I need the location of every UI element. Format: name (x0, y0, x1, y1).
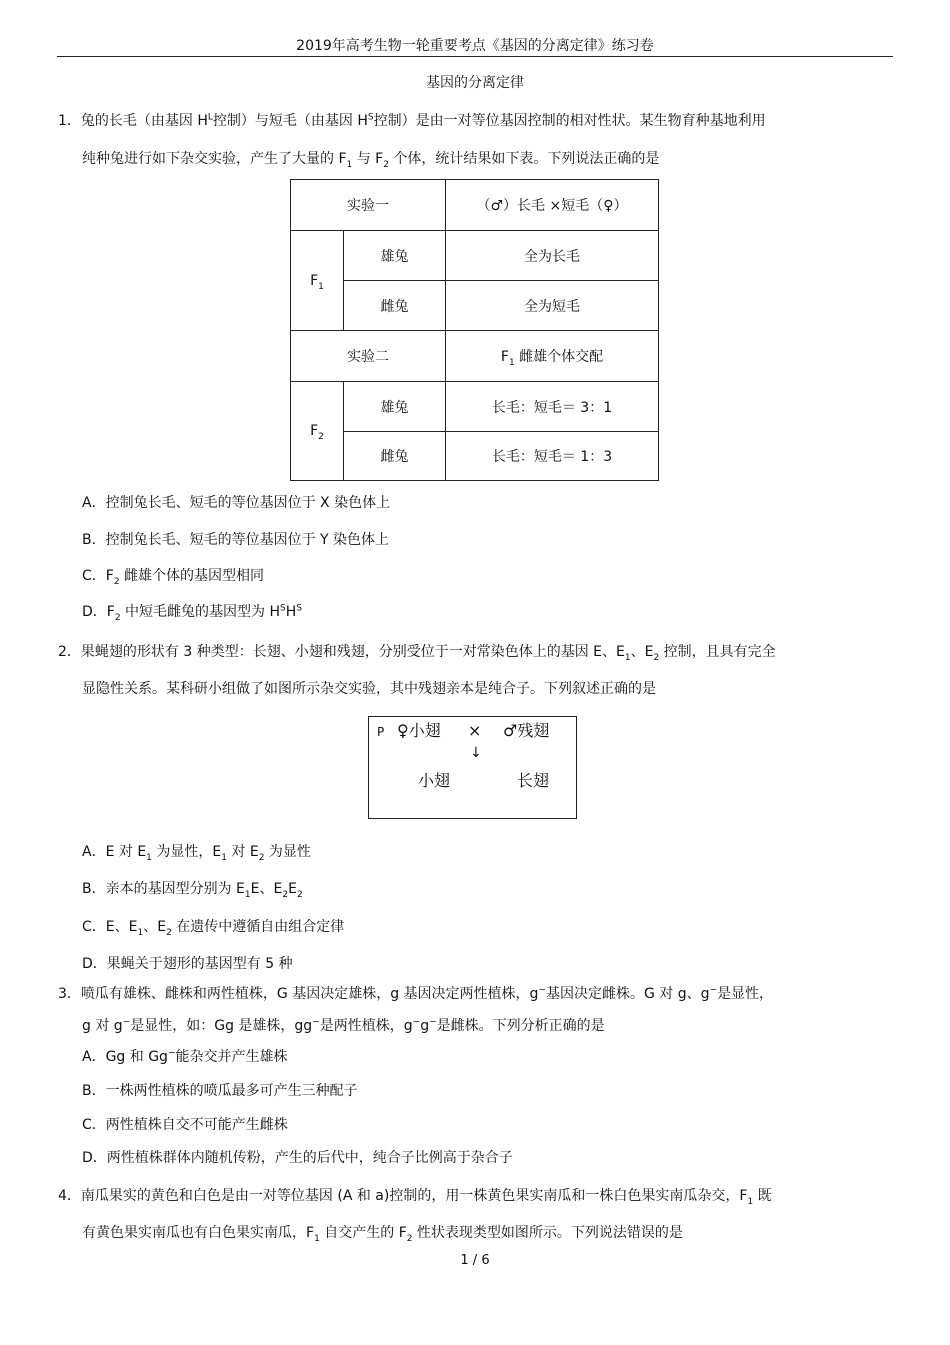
offspring-2: 长翅 (517, 771, 550, 790)
table-cell: 雌兔 (344, 432, 446, 481)
q2-option-d: D．果蝇关于翅形的基因型有 5 种 (82, 956, 293, 972)
q2-stem-line1: 2．果蝇翅的形状有 3 种类型：长翅、小翅和残翅，分别受位于一对常染色体上的基因 E、$E_1$、$E_2$ 控制，且具有完全 (58, 644, 776, 663)
table-cell: 全为短毛 (446, 281, 659, 331)
table-cell: 实验一 (291, 180, 446, 231)
q1-stem-line1: 1．兔的长毛（由基因 $H^L$控制）与短毛（由基因 $H^S$控制）是由一对等位基因控制的相对性状。某生物育种基地利用 (58, 112, 766, 129)
q3-option-c: C．两性植株自交不可能产生雌株 (82, 1117, 288, 1133)
q1-option-a: A．控制兔长毛、短毛的等位基因位于 X 染色体上 (82, 495, 391, 511)
header-rule (57, 56, 893, 57)
q1-option-c: C．$F_2$ 雌雄个体的基因型相同 (82, 568, 265, 587)
q3-option-a: A．Gg 和 Gg−能杂交并产生雄株 (82, 1048, 288, 1065)
table-cell: 雄兔 (344, 231, 446, 281)
table-cell: $F_1$ (291, 231, 344, 331)
table-cell: $F_1$ 雌雄个体交配 (446, 331, 659, 382)
table-cell: 雌兔 (344, 281, 446, 331)
female-parent: ♀小翅 (397, 721, 441, 740)
q1-option-d: D．$F_2$ 中短毛雌兔的基因型为 $H^SH^S$ (82, 603, 302, 623)
q2-cross-diagram (368, 716, 577, 819)
table-cell: 全为长毛 (446, 231, 659, 281)
q4-stem-line2: 有黄色果实南瓜也有白色果实南瓜，$F_1$ 自交产生的 $F_2$ 性状表现类型如图所示。下列说法错误的是 (82, 1225, 683, 1244)
q1-stem-line2: 纯种兔进行如下杂交实验，产生了大量的 $F_1$ 与 $F_2$ 个体，统计结果如下表。下列说法正确的是 (82, 151, 660, 170)
table-cell: 实验二 (291, 331, 446, 382)
q1-results-table (290, 179, 659, 481)
q3-stem-line1: 3．喷瓜有雄株、雌株和两性植株，G 基因决定雄株，g 基因决定两性植株，g−基因决定雌株。G 对 g、g−是显性， (58, 985, 774, 1002)
table-cell: 长毛：短毛＝ 1：3 (446, 432, 659, 481)
q3-option-b: B．一株两性植株的喷瓜最多可产生三种配子 (82, 1083, 358, 1099)
q2-option-b: B．亲本的基因型分别为 $E_1E$、$E_2E_2$ (82, 881, 303, 900)
q3-option-d: D．两性植株群体内随机传粉，产生的后代中，纯合子比例高于杂合子 (82, 1150, 513, 1166)
table-cell: （♂）长毛 ×短毛（♀） (446, 180, 659, 231)
q4-stem-line1: 4．南瓜果实的黄色和白色是由一对等位基因 (A 和 a)控制的，用一株黄色果实南瓜和一株白色果实南瓜杂交，$F_1$ 既 (58, 1188, 772, 1207)
offspring-1: 小翅 (418, 771, 451, 790)
q2-stem-line2: 显隐性关系。某科研小组做了如图所示杂交实验，其中残翅亲本是纯合子。下列叙述正确的是 (82, 681, 656, 697)
page-number: 1 / 6 (460, 1253, 490, 1268)
cross-symbol: × (468, 721, 482, 740)
male-parent: ♂残翅 (503, 721, 550, 740)
table-cell: 长毛：短毛＝ 3：1 (446, 382, 659, 432)
q2-option-c: C．E、$E_1$、$E_2$ 在遗传中遵循自由组合定律 (82, 919, 345, 938)
page-header: 2019年高考生物一轮重要考点《基因的分离定律》练习卷 (296, 38, 654, 54)
q1-option-b: B．控制兔长毛、短毛的等位基因位于 Y 染色体上 (82, 532, 390, 548)
parent-label: P (377, 725, 385, 739)
q3-stem-line2: g 对 g−是显性，如：Gg 是雄株，gg−是两性植株，g−g−是雌株。下列分析正确的是 (82, 1017, 605, 1034)
page-title: 基因的分离定律 (426, 75, 524, 91)
down-arrow-icon: ↓ (470, 745, 482, 761)
table-cell: $F_2$ (291, 382, 344, 481)
q2-option-a: A．E 对 $E_1$ 为显性，$E_1$ 对 $E_2$ 为显性 (82, 844, 311, 863)
table-cell: 雄兔 (344, 382, 446, 432)
